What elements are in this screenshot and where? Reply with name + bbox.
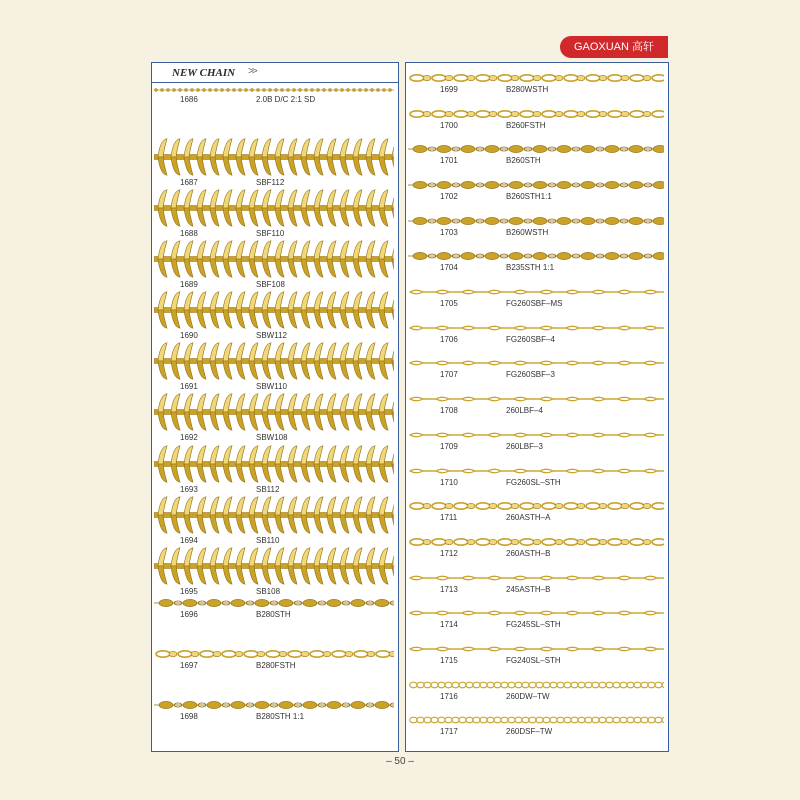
left-column (151, 62, 399, 752)
item-name: FG245SL–STH (506, 620, 561, 630)
item-name: 260DW–TW (506, 691, 550, 701)
chain-image (154, 240, 394, 278)
item-code: 1702 (440, 192, 458, 202)
item-code: 1693 (180, 484, 198, 494)
section-header (152, 63, 398, 83)
chain-item (406, 249, 668, 285)
item-name: SBF110 (256, 229, 285, 239)
item-name: SBF112 (256, 178, 285, 188)
chain-image (408, 287, 664, 297)
section-arrow: >> (248, 66, 256, 77)
chain-item (406, 642, 668, 678)
item-code: 1689 (180, 280, 198, 290)
chain-item (152, 443, 398, 494)
chain-image (154, 291, 394, 329)
item-code: 1691 (180, 382, 198, 392)
chain-image (408, 109, 664, 119)
chain-item (152, 85, 398, 136)
chain-image (408, 216, 664, 226)
chain-item (406, 285, 668, 321)
chain-item (406, 178, 668, 214)
chain-item (406, 606, 668, 642)
item-code: 1710 (440, 477, 458, 487)
item-name: 260LBF–4 (506, 406, 543, 416)
chain-image (154, 87, 394, 93)
chain-item (406, 713, 668, 749)
chain-item (406, 678, 668, 714)
item-code: 1704 (440, 263, 458, 273)
item-code: 1690 (180, 331, 198, 341)
item-name: SB112 (256, 484, 280, 494)
chain-image (408, 394, 664, 404)
chain-image (408, 608, 664, 618)
item-name: SBF108 (256, 280, 285, 290)
chain-image (408, 73, 664, 83)
chain-item (152, 340, 398, 391)
chain-image (408, 180, 664, 190)
item-code: 1705 (440, 299, 458, 309)
item-code: 1696 (180, 609, 198, 619)
item-name: SBW110 (256, 382, 287, 392)
item-code: 1712 (440, 548, 458, 558)
item-code: 1709 (440, 441, 458, 451)
chain-image (408, 251, 664, 261)
item-name: B235STH 1:1 (506, 263, 555, 273)
item-name: B280STH (256, 609, 291, 619)
item-code: 1716 (440, 691, 458, 701)
chain-item (406, 392, 668, 428)
chain-image (408, 715, 664, 725)
chain-image (408, 537, 664, 547)
chain-item (152, 698, 398, 749)
header-divider (152, 82, 398, 83)
chain-image (154, 189, 394, 227)
chain-item (152, 187, 398, 238)
item-name: FG240SL–STH (506, 655, 561, 665)
chain-image (154, 445, 394, 483)
item-code: 1708 (440, 406, 458, 416)
chain-item (152, 289, 398, 340)
item-name: FG260SL–STH (506, 477, 561, 487)
item-name: FG260SBF–MS (506, 299, 563, 309)
chain-item (406, 535, 668, 571)
chain-item (406, 356, 668, 392)
chain-item (406, 142, 668, 178)
chain-image (154, 649, 394, 659)
item-name: 245ASTH–B (506, 584, 551, 594)
chain-image (408, 501, 664, 511)
chain-image (408, 430, 664, 440)
item-code: 1701 (440, 156, 458, 166)
chain-image (154, 342, 394, 380)
chain-image (408, 323, 664, 333)
item-code: 1714 (440, 620, 458, 630)
item-name: 260DSF–TW (506, 727, 553, 737)
chain-item (152, 596, 398, 647)
item-code: 1706 (440, 334, 458, 344)
chain-item (406, 71, 668, 107)
item-code: 1697 (180, 660, 198, 670)
chain-image (154, 496, 394, 534)
chain-image (408, 680, 664, 690)
chain-item (406, 464, 668, 500)
item-name: SB110 (256, 535, 280, 545)
chain-image (408, 644, 664, 654)
item-code: 1688 (180, 229, 198, 239)
chain-item (152, 545, 398, 596)
item-name: B260WSTH (506, 227, 549, 237)
item-name: B280STH 1:1 (256, 711, 305, 721)
item-code: 1694 (180, 535, 198, 545)
chain-item (152, 238, 398, 289)
item-name: B260STH (506, 156, 541, 166)
item-name: B280WSTH (506, 85, 549, 94)
item-name: SBW108 (256, 433, 288, 443)
item-code: 1700 (440, 120, 458, 130)
chain-image (154, 138, 394, 176)
chain-image (408, 466, 664, 476)
item-name: 260ASTH–A (506, 513, 551, 523)
section-title: NEW CHAIN (172, 67, 236, 79)
chain-image (154, 547, 394, 585)
chain-item (406, 499, 668, 535)
chain-item (152, 391, 398, 442)
chain-item (406, 214, 668, 250)
item-code: 1698 (180, 711, 198, 721)
item-code: 1715 (440, 655, 458, 665)
chain-item (406, 571, 668, 607)
page-number: – 50 – (386, 756, 414, 767)
item-name: SBW112 (256, 331, 287, 341)
chain-image (154, 598, 394, 608)
chain-image (408, 144, 664, 154)
item-name: SB108 (256, 586, 281, 596)
item-code: 1692 (180, 433, 198, 443)
item-name: FG260SBF–3 (506, 370, 555, 380)
item-code: 1703 (440, 227, 458, 237)
item-name: 2.0B D/C 2:1 SD (256, 95, 316, 104)
item-code: 1687 (180, 178, 198, 188)
item-name: B260STH1:1 (506, 192, 552, 202)
right-column (405, 62, 669, 752)
chain-item (152, 494, 398, 545)
chain-item (406, 428, 668, 464)
chain-item (152, 647, 398, 698)
chain-item (152, 136, 398, 187)
brand-badge: GAOXUAN 高轩 (560, 36, 668, 58)
item-code: 1707 (440, 370, 458, 380)
chain-item (406, 321, 668, 357)
item-code: 1686 (180, 95, 198, 104)
item-name: B260FSTH (506, 120, 546, 130)
item-code: 1713 (440, 584, 458, 594)
chain-image (154, 700, 394, 710)
chain-item (406, 107, 668, 143)
item-code: 1717 (440, 727, 458, 737)
item-name: 260LBF–3 (506, 441, 543, 451)
chain-image (408, 358, 664, 368)
chain-image (408, 573, 664, 583)
item-name: B280FSTH (256, 660, 296, 670)
item-name: 260ASTH–B (506, 548, 551, 558)
chain-image (154, 393, 394, 431)
item-name: FG260SBF–4 (506, 334, 555, 344)
item-code: 1711 (440, 513, 458, 523)
item-code: 1699 (440, 85, 458, 94)
item-code: 1695 (180, 586, 198, 596)
